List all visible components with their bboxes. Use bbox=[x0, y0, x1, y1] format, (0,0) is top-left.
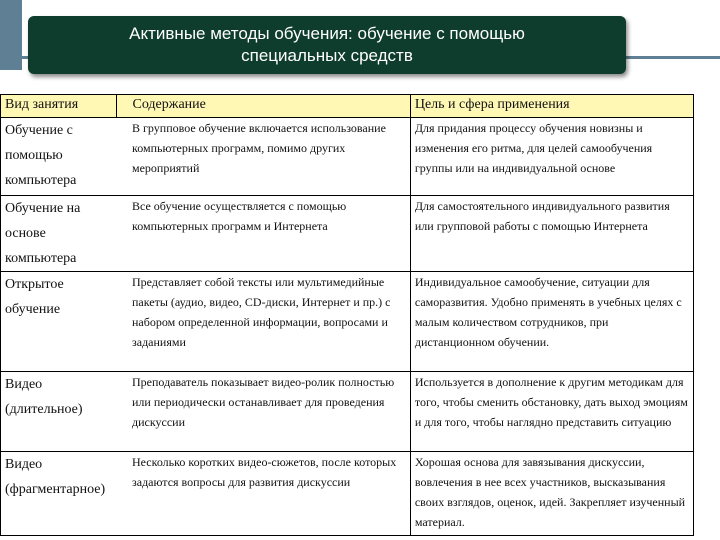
row-purpose: Используется в дополнение к другим методикам для того, чтобы сменить обстановку, дать выход эмоциям и для того, чтобы наглядно представить ситуацию bbox=[410, 372, 693, 452]
row-content: В групповое обучение включается использование компьютерных программ, помимо других мероприятий bbox=[116, 118, 410, 196]
decorative-strip bbox=[0, 0, 22, 70]
row-content: Несколько коротких видео-сюжетов, после которых задаются вопросы для развития дискуссии bbox=[116, 452, 410, 536]
table-header-row bbox=[1, 95, 694, 118]
row-type: Обучение на основе компьютера bbox=[1, 196, 117, 272]
table-row bbox=[1, 372, 694, 452]
table-row bbox=[1, 452, 694, 536]
header-content: Содержание bbox=[116, 95, 410, 118]
row-type: Обучение с помощью компьютера bbox=[1, 118, 117, 196]
row-type: Видео (длительное) bbox=[1, 372, 117, 452]
row-purpose: Индивидуальное самообучение, ситуации для саморазвития. Удобно применять в учебных целях с малым количеством сотрудников, при дистанционном обучении. bbox=[410, 272, 693, 372]
row-purpose: Хорошая основа для завязывания дискуссии, вовлечения в нее всех участников, высказывания своих взглядов, оценок, идей. Закрепляет изученный материал. bbox=[410, 452, 693, 536]
table-row bbox=[1, 118, 694, 196]
row-type: Видео (фрагментарное) bbox=[1, 452, 117, 536]
slide-title-line-1: Активные методы обучения: обучение с помощью bbox=[129, 24, 525, 43]
slide-title bbox=[28, 16, 626, 74]
table-row bbox=[1, 196, 694, 272]
row-purpose: Для самостоятельного индивидуального развития или групповой работы с помощью Интернета bbox=[410, 196, 693, 272]
row-content: Все обучение осуществляется с помощью компьютерных программ и Интернета bbox=[116, 196, 410, 272]
row-content: Преподаватель показывает видео-ролик полностью или периодически останавливает для проведения дискуссии bbox=[116, 372, 410, 452]
slide-title-line-2: специальных средств bbox=[241, 46, 413, 65]
row-purpose: Для придания процессу обучения новизны и изменения его ритма, для целей самообучения группы или на индивидуальной основе bbox=[410, 118, 693, 196]
table-row bbox=[1, 272, 694, 372]
header-type: Вид занятия bbox=[1, 95, 117, 118]
methods-table bbox=[0, 94, 694, 536]
header-purpose: Цель и сфера применения bbox=[410, 95, 693, 118]
row-content: Представляет собой тексты или мультимедийные пакеты (аудио, видео, CD-диски, Интернет и пр.) с набором определенной информации, вопросами и заданиями bbox=[116, 272, 410, 372]
row-type: Открытое обучение bbox=[1, 272, 117, 372]
